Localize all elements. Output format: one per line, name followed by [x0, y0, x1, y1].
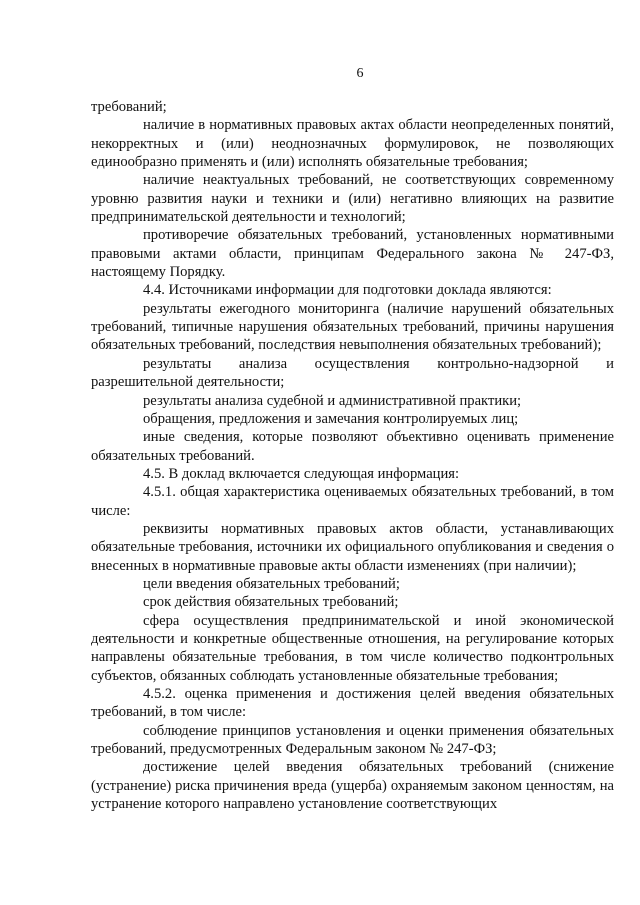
- paragraph: обращения, предложения и замечания контролируемых лиц;: [143, 410, 519, 427]
- document-body: [91, 98, 614, 813]
- paragraph: результаты анализа судебной и административной практики;: [143, 392, 522, 409]
- paragraph: достижение целей введения обязательных требований (снижение (устранение) риска причинения вреда (ущерба) охраняемым законом ценностям, на устранение которого направлено установление соответствующих: [91, 759, 614, 813]
- paragraph: сфера осуществления предпринимательской и иной экономической деятельности и конкретные общественные отношения, на регулирование которых направлены обязательные требования, в том числе количество подконтрольных субъектов, обязанных соблюдать установленные обязательные требования;: [91, 612, 614, 684]
- paragraph: требований;: [91, 99, 167, 115]
- paragraph: иные сведения, которые позволяют объективно оценивать применение обязательных требований.: [91, 429, 614, 464]
- paragraph: наличие неактуальных требований, не соответствующих современному уровню развития науки и техники и (или) негативно влияющих на развитие предпринимательской деятельности и технологий;: [91, 172, 614, 226]
- paragraph: результаты ежегодного мониторинга (наличие нарушений обязательных требований, типичные нарушения обязательных требований, причины нарушения обязательных требований, последствия невыполнения обязательных требований);: [91, 300, 614, 354]
- subsection-heading: 4.5.2. оценка применения и достижения целей введения обязательных требований, в том числе:: [91, 686, 614, 721]
- paragraph: противоречие обязательных требований, установленных нормативными правовыми актами области, принципам Федерального закона № 247-ФЗ, настоящему Порядку.: [91, 227, 614, 281]
- subsection-heading: 4.5.1. общая характеристика оцениваемых обязательных требований, в том числе:: [91, 484, 614, 519]
- page-number: 6: [356, 66, 364, 81]
- section-heading: 4.5. В доклад включается следующая информация:: [143, 465, 460, 482]
- section-heading: 4.4. Источниками информации для подготовки доклада являются:: [143, 282, 552, 299]
- paragraph: реквизиты нормативных правовых актов области, устанавливающих обязательные требования, источники их официального опубликования и сведения о внесенных в нормативные правовые акты области изменениях (при наличии);: [91, 520, 614, 574]
- paragraph: соблюдение принципов установления и оценки применения обязательных требований, предусмотренных Федеральным законом № 247-ФЗ;: [91, 722, 614, 758]
- paragraph: цели введения обязательных требований;: [143, 575, 400, 592]
- paragraph: результаты анализа осуществления контрольно-надзорной и разрешительной деятельности;: [91, 355, 614, 391]
- paragraph: срок действия обязательных требований;: [143, 594, 399, 611]
- paragraph: наличие в нормативных правовых актах области неопределенных понятий, некорректных и (или) неоднозначных формулировок, не позволяющих единообразно применять и (или) исполнять обязательные требования;: [91, 117, 614, 171]
